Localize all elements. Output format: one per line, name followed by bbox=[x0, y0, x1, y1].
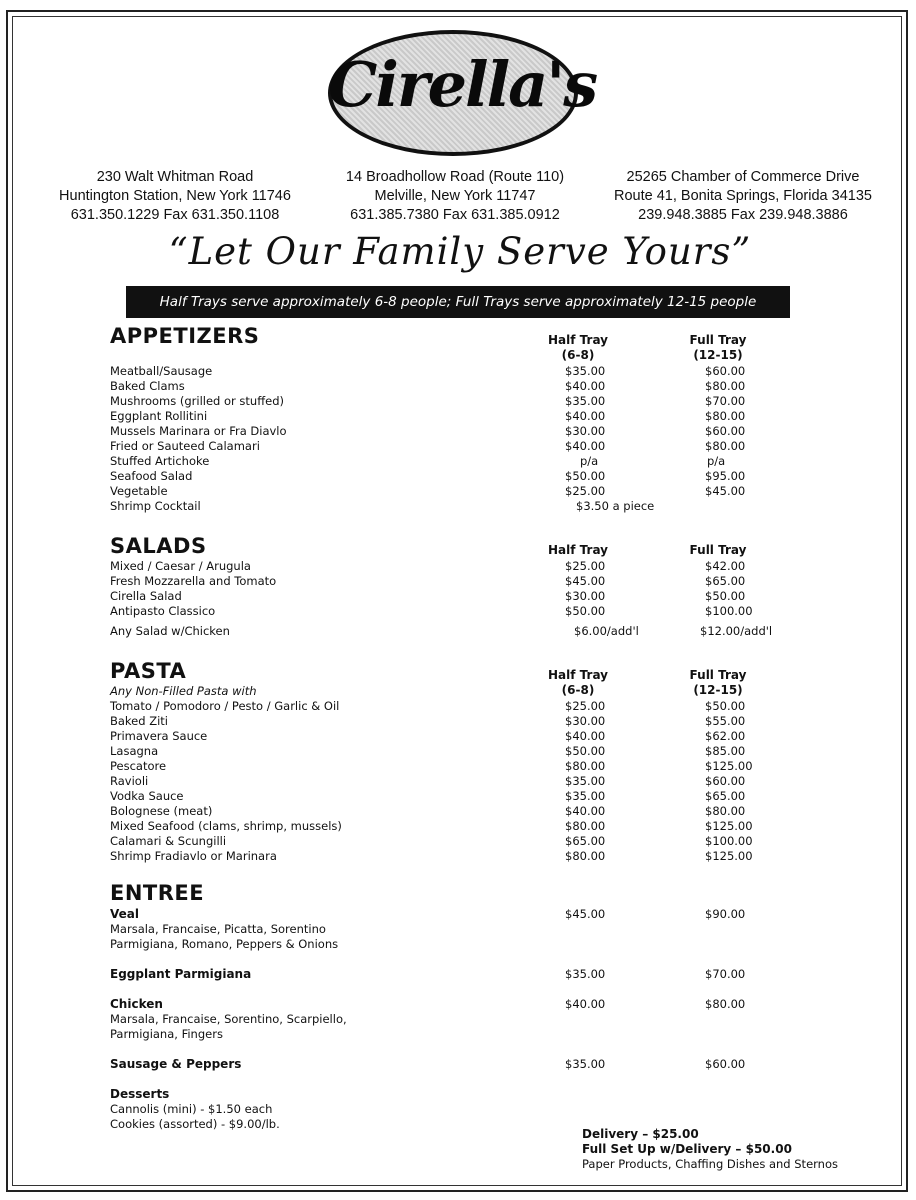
pasta-note bbox=[110, 684, 830, 699]
half-price: $65.00 bbox=[565, 834, 606, 848]
item-name: Lasagna bbox=[110, 744, 159, 758]
half-price: $30.00 bbox=[565, 424, 606, 438]
half-price: $45.00 bbox=[565, 907, 606, 921]
menu-item-row bbox=[110, 759, 830, 774]
menu-item-row bbox=[110, 604, 830, 619]
address-street: 14 Broadhollow Road (Route 110) bbox=[345, 169, 565, 185]
half-price: $30.00 bbox=[565, 589, 606, 603]
per-piece-price: $3.50 a piece bbox=[576, 499, 655, 513]
half-price: $50.00 bbox=[565, 744, 606, 758]
pasta-heading: PASTA bbox=[110, 659, 187, 683]
desserts-heading: Desserts bbox=[110, 1087, 170, 1101]
item-name: Seafood Salad bbox=[110, 469, 193, 483]
item-name: Antipasto Classico bbox=[110, 604, 216, 618]
menu-item-row bbox=[110, 819, 830, 834]
address-street: 25265 Chamber of Commerce Drive bbox=[626, 169, 860, 185]
full-price: $80.00 bbox=[705, 379, 746, 393]
item-name: Chicken bbox=[110, 997, 163, 1011]
menu-item-row bbox=[110, 484, 830, 499]
entree-heading: ENTREE bbox=[110, 881, 205, 905]
full-price: $125.00 bbox=[705, 849, 753, 863]
item-name: Sausage & Peppers bbox=[110, 1057, 242, 1071]
menu-item-row bbox=[110, 469, 830, 484]
address-phone: 631.350.1229 Fax 631.350.1108 bbox=[70, 207, 280, 223]
item-name: Veal bbox=[110, 907, 139, 921]
address-city: Huntington Station, New York 11746 bbox=[59, 188, 291, 204]
dessert-item: Cannolis (mini) - $1.50 each bbox=[110, 1102, 273, 1116]
pasta-note-text: Any Non-Filled Pasta with bbox=[110, 684, 257, 698]
item-name: Ravioli bbox=[110, 774, 149, 788]
half-price: $35.00 bbox=[565, 789, 606, 803]
item-description: Marsala, Francaise, Picatta, Sorentino bbox=[110, 922, 326, 936]
menu-item-row bbox=[110, 394, 830, 409]
full-tray-label: Full Tray bbox=[689, 668, 747, 682]
menu-item-row bbox=[110, 699, 830, 714]
entree-eggplant bbox=[110, 967, 830, 982]
tagline: “Let Our Family Serve Yours” bbox=[168, 230, 752, 273]
menu-item-row bbox=[110, 439, 830, 454]
full-price: $80.00 bbox=[705, 997, 746, 1011]
full-price: $50.00 bbox=[705, 699, 746, 713]
appetizers-heading: APPETIZERS bbox=[110, 324, 260, 348]
item-name: Bolognese (meat) bbox=[110, 804, 213, 818]
item-name: Calamari & Scungilli bbox=[110, 834, 227, 848]
item-name: Eggplant Parmigiana bbox=[110, 967, 252, 981]
half-price: $40.00 bbox=[565, 379, 606, 393]
item-name: Eggplant Rollitini bbox=[110, 409, 208, 423]
entree-veal bbox=[110, 907, 830, 952]
full-price: $60.00 bbox=[705, 1057, 746, 1071]
full-price: $65.00 bbox=[705, 574, 746, 588]
cirellas-logo bbox=[328, 30, 597, 156]
full-tray-size: (12-15) bbox=[693, 683, 743, 697]
half-price: $35.00 bbox=[565, 394, 606, 408]
item-description: Parmigiana, Fingers bbox=[110, 1027, 223, 1041]
menu-item-row bbox=[110, 774, 830, 789]
full-price: $80.00 bbox=[705, 409, 746, 423]
menu-item-row bbox=[110, 714, 830, 729]
full-price: $55.00 bbox=[705, 714, 746, 728]
half-price: $80.00 bbox=[565, 849, 606, 863]
half-price: p/a bbox=[580, 454, 599, 468]
full-price: $100.00 bbox=[705, 834, 753, 848]
full-price: $65.00 bbox=[705, 789, 746, 803]
menu-item-row bbox=[110, 574, 830, 589]
full-price: $45.00 bbox=[705, 484, 746, 498]
half-price: $40.00 bbox=[565, 729, 606, 743]
entree-sausage bbox=[110, 1057, 830, 1072]
menu-item-row bbox=[110, 744, 830, 759]
entree-chicken bbox=[110, 997, 830, 1042]
appetizers-half-tray-header bbox=[528, 333, 628, 363]
salads-full-tray-header: Full Tray bbox=[689, 543, 747, 557]
half-price: $50.00 bbox=[565, 469, 606, 483]
setup-fee: Full Set Up w/Delivery – $50.00 bbox=[582, 1142, 792, 1156]
half-price: $25.00 bbox=[565, 699, 606, 713]
half-price: $40.00 bbox=[565, 804, 606, 818]
logo-text: Cirella's bbox=[328, 48, 597, 121]
half-price: $80.00 bbox=[565, 819, 606, 833]
full-price: $62.00 bbox=[705, 729, 746, 743]
address-huntington bbox=[30, 168, 320, 225]
item-name: Cirella Salad bbox=[110, 589, 182, 603]
full-price: $70.00 bbox=[705, 967, 746, 981]
salads-half-tray-header: Half Tray bbox=[548, 543, 608, 557]
full-price: $90.00 bbox=[705, 907, 746, 921]
full-price: $85.00 bbox=[705, 744, 746, 758]
full-price: $12.00/add'l bbox=[700, 624, 773, 638]
item-name: Fresh Mozzarella and Tomato bbox=[110, 574, 277, 588]
menu-item-row bbox=[110, 849, 830, 864]
full-tray-label: Full Tray bbox=[689, 333, 747, 347]
half-price: $30.00 bbox=[565, 714, 606, 728]
item-name: Fried or Sauteed Calamari bbox=[110, 439, 260, 453]
half-price: $35.00 bbox=[565, 1057, 606, 1071]
item-name: Mussels Marinara or Fra Diavlo bbox=[110, 424, 287, 438]
full-price: $125.00 bbox=[705, 759, 753, 773]
menu-item-row bbox=[110, 589, 830, 604]
full-price: $95.00 bbox=[705, 469, 746, 483]
item-description: Marsala, Francaise, Sorentino, Scarpiello, bbox=[110, 1012, 347, 1026]
menu-item-row bbox=[110, 789, 830, 804]
full-price: $80.00 bbox=[705, 804, 746, 818]
full-price: $70.00 bbox=[705, 394, 746, 408]
delivery-note: Paper Products, Chaffing Dishes and Sternos bbox=[582, 1157, 838, 1171]
full-price: $50.00 bbox=[705, 589, 746, 603]
full-price: p/a bbox=[707, 454, 726, 468]
item-name: Baked Clams bbox=[110, 379, 185, 393]
menu-item-row bbox=[110, 624, 830, 639]
menu-item-row bbox=[110, 379, 830, 394]
full-price: $80.00 bbox=[705, 439, 746, 453]
item-name: Stuffed Artichoke bbox=[110, 454, 210, 468]
item-name: Pescatore bbox=[110, 759, 167, 773]
half-tray-label: Half Tray bbox=[548, 333, 608, 347]
address-street: 230 Walt Whitman Road bbox=[96, 169, 254, 185]
delivery-fee: Delivery – $25.00 bbox=[582, 1127, 699, 1141]
item-name: Mixed / Caesar / Arugula bbox=[110, 559, 251, 573]
half-tray-size: (6-8) bbox=[561, 683, 595, 697]
item-description: Parmigiana, Romano, Peppers & Onions bbox=[110, 937, 339, 951]
menu-item-row bbox=[110, 559, 830, 574]
full-price: $125.00 bbox=[705, 819, 753, 833]
tray-size-banner: Half Trays serve approximately 6-8 people; Full Trays serve approximately 12-15 people bbox=[126, 286, 790, 318]
half-price: $40.00 bbox=[565, 439, 606, 453]
half-price: $40.00 bbox=[565, 409, 606, 423]
item-name: Primavera Sauce bbox=[110, 729, 208, 743]
item-name: Shrimp Cocktail bbox=[110, 499, 201, 513]
salads-heading: SALADS bbox=[110, 534, 207, 558]
address-phone: 239.948.3885 Fax 239.948.3886 bbox=[638, 207, 848, 223]
menu-item-row bbox=[110, 729, 830, 744]
item-name: Vegetable bbox=[110, 484, 168, 498]
half-price: $80.00 bbox=[565, 759, 606, 773]
item-name: Mixed Seafood (clams, shrimp, mussels) bbox=[110, 819, 342, 833]
half-price: $35.00 bbox=[565, 364, 606, 378]
full-price: $60.00 bbox=[705, 424, 746, 438]
item-name: Shrimp Fradiavlo or Marinara bbox=[110, 849, 277, 863]
menu-item-row bbox=[110, 454, 830, 469]
address-phone: 631.385.7380 Fax 631.385.0912 bbox=[350, 207, 560, 223]
item-name: Any Salad w/Chicken bbox=[110, 624, 230, 638]
full-price: $100.00 bbox=[705, 604, 753, 618]
half-price: $6.00/add'l bbox=[574, 624, 639, 638]
menu-item-row bbox=[110, 834, 830, 849]
address-melville bbox=[310, 168, 600, 225]
appetizers-full-tray-header bbox=[668, 333, 768, 363]
item-name: Baked Ziti bbox=[110, 714, 168, 728]
menu-item-row bbox=[110, 424, 830, 439]
address-city: Route 41, Bonita Springs, Florida 34135 bbox=[614, 188, 872, 204]
full-price: $60.00 bbox=[705, 774, 746, 788]
half-price: $50.00 bbox=[565, 604, 606, 618]
menu-item-row bbox=[110, 409, 830, 424]
full-price: $42.00 bbox=[705, 559, 746, 573]
address-city: Melville, New York 11747 bbox=[374, 188, 536, 204]
full-price: $60.00 bbox=[705, 364, 746, 378]
full-tray-size: (12-15) bbox=[693, 348, 743, 362]
item-name: Mushrooms (grilled or stuffed) bbox=[110, 394, 285, 408]
half-tray-label: Half Tray bbox=[548, 668, 608, 682]
menu-item-row bbox=[110, 499, 830, 514]
item-name: Vodka Sauce bbox=[110, 789, 184, 803]
half-price: $25.00 bbox=[565, 559, 606, 573]
dessert-item: Cookies (assorted) - $9.00/lb. bbox=[110, 1117, 280, 1131]
half-price: $45.00 bbox=[565, 574, 606, 588]
half-price: $35.00 bbox=[565, 967, 606, 981]
item-name: Meatball/Sausage bbox=[110, 364, 213, 378]
half-tray-size: (6-8) bbox=[561, 348, 595, 362]
item-name: Tomato / Pomodoro / Pesto / Garlic & Oil bbox=[110, 699, 340, 713]
address-bonita-springs bbox=[598, 168, 888, 225]
half-price: $35.00 bbox=[565, 774, 606, 788]
menu-item-row bbox=[110, 804, 830, 819]
half-price: $40.00 bbox=[565, 997, 606, 1011]
half-price: $25.00 bbox=[565, 484, 606, 498]
desserts-section bbox=[110, 1087, 280, 1132]
delivery-info bbox=[582, 1127, 838, 1172]
menu-item-row bbox=[110, 364, 830, 379]
